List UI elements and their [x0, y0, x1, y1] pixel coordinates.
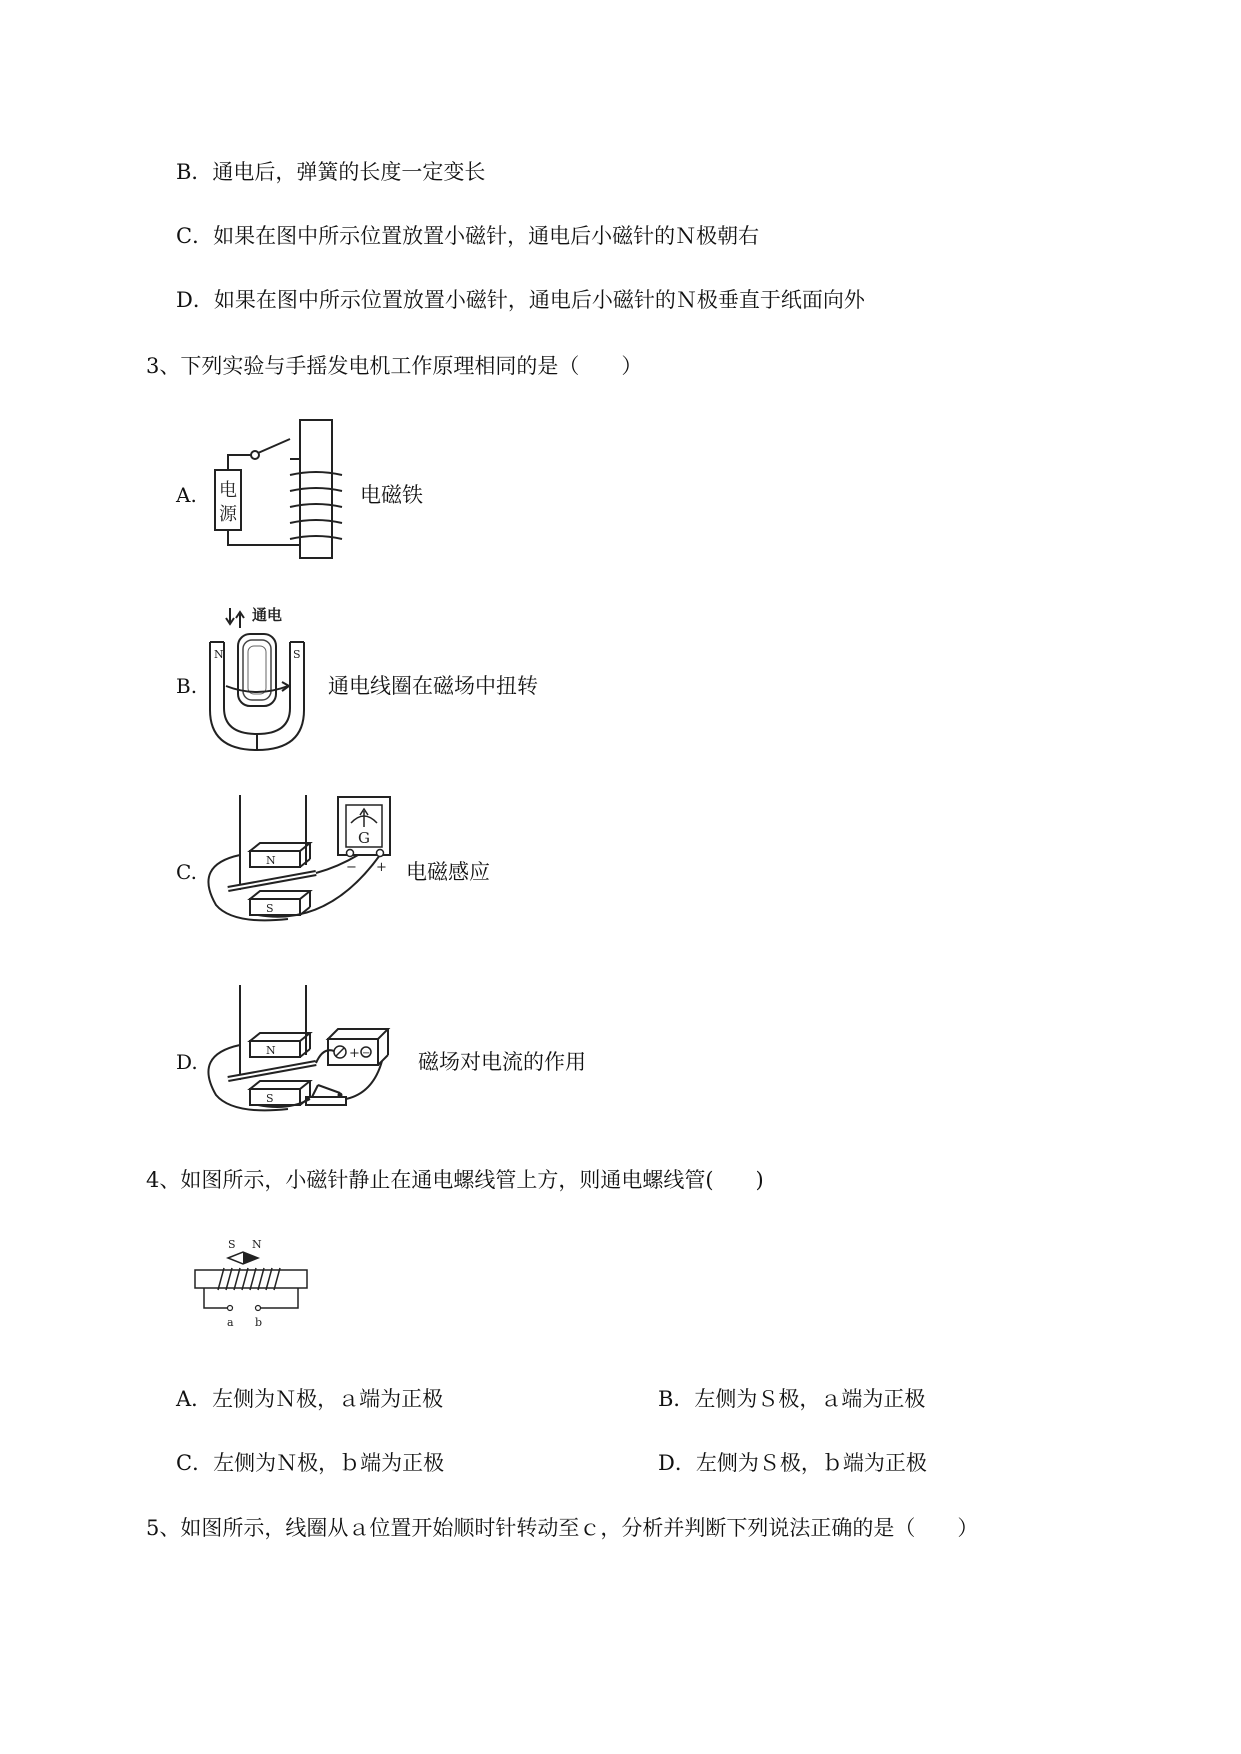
q3-stem: 3、下列实验与手摇发电机工作原理相同的是（ ）	[146, 354, 643, 378]
rotating-coil-figure	[200, 600, 315, 764]
battery-minus: −	[362, 1048, 371, 1059]
motor-effect-figure	[198, 985, 398, 1119]
q4-stem: 4、如图所示，小磁针静止在通电螺线管上方，则通电螺线管( )	[146, 1168, 764, 1192]
energized-label: 通电	[252, 606, 283, 624]
compass-n-pole: N	[252, 1238, 262, 1251]
q2-option-b: B．通电后，弹簧的长度一定变长	[176, 160, 486, 184]
galvanometer-g: G	[358, 829, 370, 847]
q5-stem: 5、如图所示，线圈从ａ位置开始顺时针转动至ｃ，分析并判断下列说法正确的是（ ）	[146, 1516, 979, 1540]
q3-option-d-caption: 磁场对电流的作用	[418, 1050, 586, 1074]
induction-figure	[198, 795, 398, 929]
magnet-n-pole: N	[266, 854, 276, 867]
q3-option-a-label: A.	[176, 483, 197, 507]
q4-option-c: C．左侧为Ｎ极，ｂ端为正极	[176, 1451, 445, 1475]
power-source-char-1: 电	[219, 480, 237, 501]
q3-option-b-caption: 通电线圈在磁场中扭转	[328, 674, 538, 698]
q4-option-b: B．左侧为Ｓ极，ａ端为正极	[658, 1387, 926, 1411]
q4-option-d: D．左侧为Ｓ极，ｂ端为正极	[658, 1451, 927, 1475]
q2-option-c: C．如果在图中所示位置放置小磁针，通电后小磁针的Ｎ极朝右	[176, 224, 760, 248]
terminal-minus: −	[346, 860, 357, 875]
terminal-a: a	[227, 1316, 234, 1329]
electromagnet-figure	[205, 415, 360, 569]
q3-option-c-caption: 电磁感应	[406, 860, 490, 884]
magnet-s-pole: S	[293, 648, 301, 661]
q4-option-a: A．左侧为Ｎ极，ａ端为正极	[176, 1387, 444, 1411]
magnet-s-pole: S	[266, 1092, 274, 1105]
q2-option-d: D．如果在图中所示位置放置小磁针，通电后小磁针的Ｎ极垂直于纸面向外	[176, 288, 865, 312]
q3-option-c-label: C.	[176, 860, 197, 884]
compass-s-pole: S	[228, 1238, 236, 1251]
magnet-n-pole: N	[214, 648, 224, 661]
power-source-char-2: 源	[219, 504, 237, 525]
magnet-n-pole: N	[266, 1044, 276, 1057]
magnet-s-pole: S	[266, 902, 274, 915]
battery-plus: +	[349, 1046, 360, 1061]
q3-option-a-caption: 电磁铁	[360, 483, 423, 507]
q3-option-d-label: D.	[176, 1050, 198, 1074]
solenoid-figure	[190, 1236, 315, 1340]
terminal-plus: +	[376, 860, 387, 875]
q3-option-b-label: B.	[176, 674, 198, 698]
terminal-b: b	[255, 1316, 263, 1329]
